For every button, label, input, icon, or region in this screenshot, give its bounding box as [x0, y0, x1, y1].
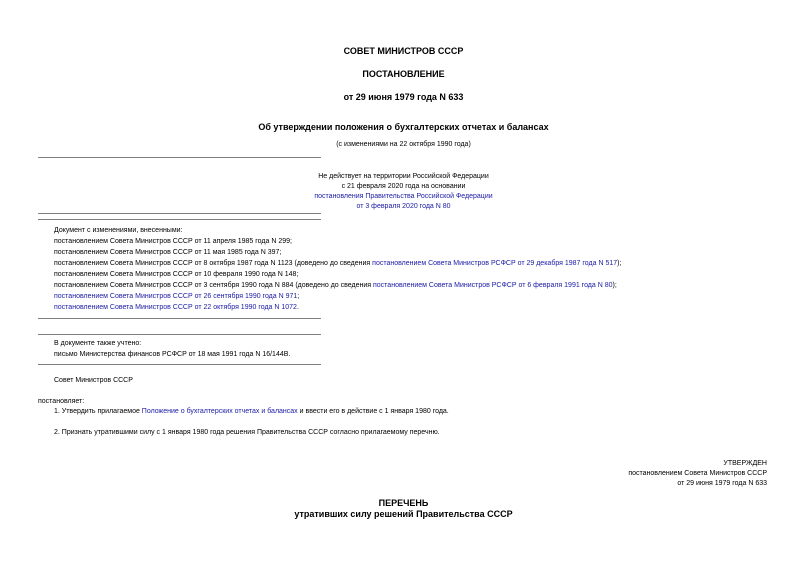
approval-label: УТВЕРЖДЕН [723, 460, 767, 467]
change-item: постановлением Совета Министров СССР от 3 сентября 1990 года N 884 (доведено до сведения постановлением Совета Министров РСФСР от 6 февраля 1991 года N 80); [54, 282, 617, 289]
document-date: от 29 июня 1979 года N 633 [343, 92, 464, 102]
also-considered-item: письмо Министерства финансов РСФСР от 18 мая 1991 года N 16/144В. [54, 351, 291, 358]
list-heading: ПЕРЕЧЕНЬ [378, 498, 429, 508]
changes-intro: Документ с изменениями, внесенными: [54, 227, 183, 234]
revision-note: (с изменениями на 22 октября 1990 года) [336, 141, 471, 148]
change-item: постановлением Совета Министров СССР от 26 сентября 1990 года N 971; [54, 293, 300, 300]
paragraph-1: 1. Утвердить прилагаемое Положение о бухгалтерских отчетах и балансах и ввести его в действие с 1 января 1980 года. [54, 408, 449, 415]
status-link-2[interactable]: от 3 февраля 2020 года N 80 [356, 203, 451, 210]
change-item: постановлением Совета Министров СССР от 22 октября 1990 года N 1072. [54, 304, 299, 311]
divider [38, 213, 321, 214]
approval-line-1: постановлением Совета Министров СССР [628, 470, 767, 477]
divider [38, 364, 321, 365]
document-title: Об утверждении положения о бухгалтерских отчетах и балансах [258, 122, 549, 132]
issuer-heading: СОВЕТ МИНИСТРОВ СССР [343, 46, 464, 56]
list-subheading: утративших силу решений Правительства СССР [294, 509, 513, 519]
approval-block [628, 459, 767, 489]
also-considered-intro: В документе также учтено: [54, 340, 142, 347]
divider [38, 219, 321, 220]
change-link[interactable]: постановлением Совета Министров СССР от 26 сентября 1990 года N 971 [54, 293, 298, 300]
change-item: постановлением Совета Министров СССР от 11 апреля 1985 года N 299; [54, 238, 292, 245]
status-line-1: Не действует на территории Российской Федерации [318, 173, 489, 180]
paragraph-2: 2. Признать утратившими силу с 1 января 1980 года решения Правительства СССР согласно прилагаемому перечню. [54, 429, 440, 436]
change-item: постановлением Совета Министров СССР от 8 октября 1987 года N 1123 (доведено до сведения постановлением Совета Министров РСФСР от 29 декабря 1987 года N 517); [54, 260, 622, 267]
change-link[interactable]: постановлением Совета Министров РСФСР от 6 февраля 1991 года N 80 [373, 282, 613, 289]
change-link[interactable]: постановлением Совета Министров РСФСР от 29 декабря 1987 года N 517 [372, 260, 618, 267]
divider [38, 157, 321, 158]
document-type: ПОСТАНОВЛЕНИЕ [362, 69, 445, 79]
change-item: постановлением Совета Министров СССР от 10 февраля 1990 года N 148; [54, 271, 299, 278]
status-link-1[interactable]: постановления Правительства Российской Федерации [314, 193, 493, 200]
resolves-word: постановляет: [38, 398, 85, 405]
change-item: постановлением Совета Министров СССР от 11 мая 1985 года N 397; [54, 249, 282, 256]
council-name: Совет Министров СССР [54, 377, 133, 384]
status-line-2: с 21 февраля 2020 года на основании [341, 183, 466, 190]
approval-line-2: от 29 июня 1979 года N 633 [677, 480, 767, 487]
status-notice [0, 172, 807, 212]
divider [38, 334, 321, 335]
change-link[interactable]: постановлением Совета Министров СССР от 22 октября 1990 года N 1072 [54, 304, 297, 311]
regulation-link[interactable]: Положение о бухгалтерских отчетах и балансах [141, 408, 298, 415]
divider [38, 318, 321, 319]
